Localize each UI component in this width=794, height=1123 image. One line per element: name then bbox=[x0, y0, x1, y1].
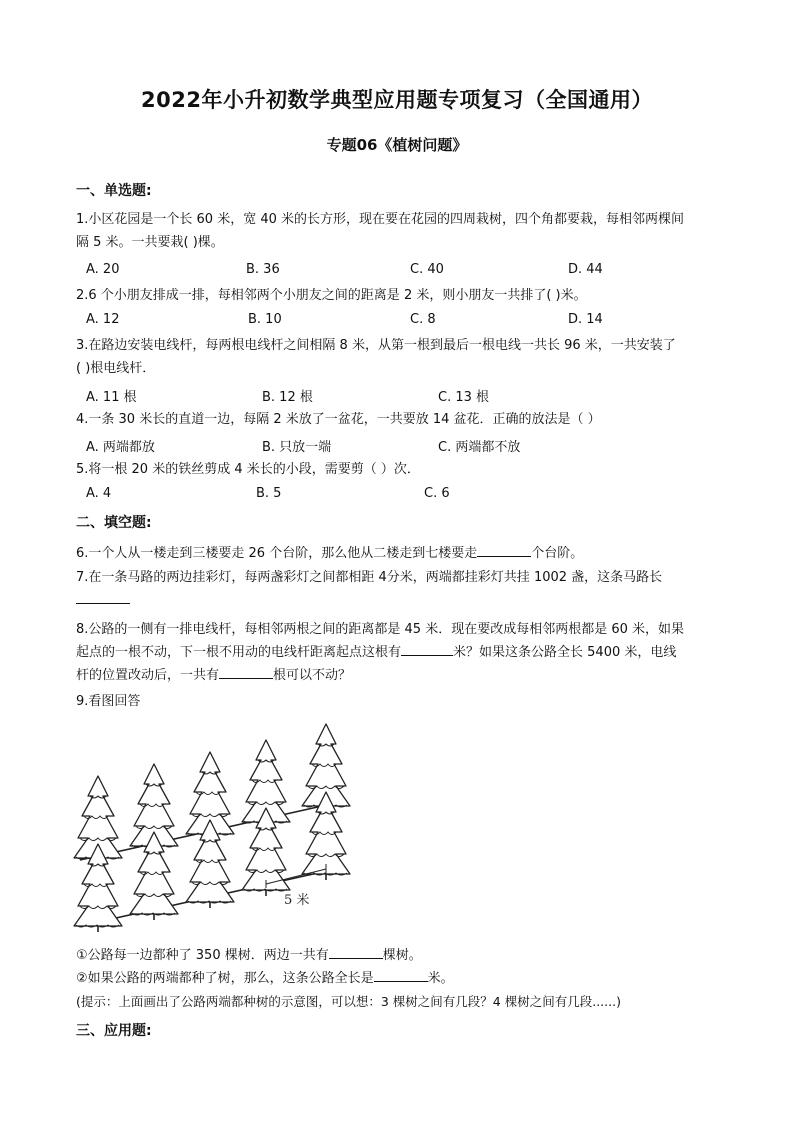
option-a[interactable]: A. 11 根 bbox=[86, 390, 137, 405]
option-b[interactable]: B. 36 bbox=[246, 262, 280, 277]
distance-label: 5 米 bbox=[284, 893, 310, 908]
answer-blank[interactable] bbox=[374, 967, 428, 982]
option-c[interactable]: C. 6 bbox=[424, 486, 450, 501]
question-4-line-1: 4.一条 30 米长的直道一边，每隔 2 米放了一盆花，一共要放 14 盆花．正确的放法是（ ） bbox=[76, 412, 601, 427]
question-9 bbox=[76, 690, 726, 713]
section-heading-application: 三、应用题: bbox=[76, 1023, 152, 1039]
question-1-options bbox=[86, 262, 726, 282]
answer-blank[interactable] bbox=[329, 944, 383, 959]
question-3-line-2: ( )根电线杆． bbox=[76, 361, 156, 376]
option-c[interactable]: C. 8 bbox=[410, 312, 436, 327]
option-b[interactable]: B. 12 根 bbox=[262, 390, 313, 405]
question-1-line-1: 1.小区花园是一个长 60 米，宽 40 米的长方形，现在要在花园的四周栽树，四个角都要栽，每相邻两棵间 bbox=[76, 212, 685, 227]
option-a[interactable]: A. 12 bbox=[86, 312, 120, 327]
question-3-options bbox=[86, 386, 726, 406]
option-d[interactable]: D. 44 bbox=[568, 262, 603, 277]
question-9-hint: (提示：上面画出了公路两端都种树的示意图，可以想：3 棵树之间有几段？4 棵树之间有几段......) bbox=[76, 994, 621, 1009]
question-1-line-2: 隔 5 米。一共要栽( )棵。 bbox=[76, 235, 224, 250]
question-4-options bbox=[86, 436, 726, 456]
question-5-options bbox=[86, 486, 726, 506]
question-8 bbox=[76, 618, 726, 687]
question-4 bbox=[76, 408, 726, 431]
question-2 bbox=[76, 284, 726, 307]
question-3-line-1: 3.在路边安装电线杆，每两根电线杆之间相隔 8 米，从第一根到最后一根电线一共长 96 米，一共安装了 bbox=[76, 338, 676, 353]
option-b[interactable]: B. 10 bbox=[248, 312, 282, 327]
question-5-line-1: 5.将一根 20 米的铁丝剪成 4 米长的小段，需要剪（ ）次． bbox=[76, 462, 420, 477]
question-9-sub-questions bbox=[76, 944, 726, 1013]
page-title: 2022年小升初数学典型应用题专项复习（全国通用） bbox=[141, 88, 653, 112]
option-a[interactable]: A. 20 bbox=[86, 262, 120, 277]
question-7 bbox=[76, 566, 726, 609]
answer-blank[interactable] bbox=[401, 641, 453, 656]
question-1 bbox=[76, 208, 726, 254]
answer-blank[interactable] bbox=[219, 664, 273, 679]
question-8-line-2-end: 米？如果这条公路全长 5400 米，电线 bbox=[453, 645, 677, 660]
question-7-text: 7.在一条马路的两边挂彩灯，每两盏彩灯之间都相距 4分米，两端都挂彩灯共挂 1002 盏，这条马路长 bbox=[76, 570, 663, 585]
question-9-prompt: 9.看图回答 bbox=[76, 694, 141, 709]
option-d[interactable]: D. 14 bbox=[568, 312, 603, 327]
question-2-line-1: 2.6 个小朋友排成一排，每相邻两个小朋友之间的距离是 2 米，则小朋友一共排了( )米。 bbox=[76, 288, 587, 303]
option-c[interactable]: C. 40 bbox=[410, 262, 444, 277]
question-6-text-end: 个台阶。 bbox=[531, 546, 584, 561]
question-9-sub-1: ①公路每一边都种了 350 棵树．两边一共有 bbox=[76, 948, 329, 963]
question-9-sub-2: ②如果公路的两端都种了树，那么，这条公路全长是 bbox=[76, 971, 374, 986]
question-2-options bbox=[86, 312, 726, 332]
question-8-line-3-start: 杆的位置改动后，一共有 bbox=[76, 668, 220, 683]
question-8-line-2-start: 起点的一根不动，下一根不用动的电线杆距离起点这根有 bbox=[76, 645, 402, 660]
question-6-text: 6.一个人从一楼走到三楼要走 26 个台阶，那么他从二楼走到七楼要走 bbox=[76, 546, 478, 561]
option-a[interactable]: A. 两端都放 bbox=[86, 440, 155, 455]
trees-along-road-figure bbox=[70, 718, 360, 938]
question-8-line-1: 8.公路的一侧有一排电线杆，每相邻两根之间的距离都是 45 米．现在要改成每相邻两根都是 60 米，如果 bbox=[76, 622, 685, 637]
question-9-sub-1-end: 棵树。 bbox=[382, 948, 422, 963]
question-5 bbox=[76, 458, 726, 481]
option-c[interactable]: C. 两端都不放 bbox=[438, 440, 521, 455]
question-9-sub-2-end: 米。 bbox=[427, 971, 454, 986]
question-6 bbox=[76, 542, 726, 565]
option-b[interactable]: B. 只放一端 bbox=[262, 440, 332, 455]
option-c[interactable]: C. 13 根 bbox=[438, 390, 490, 405]
option-b[interactable]: B. 5 bbox=[256, 486, 282, 501]
option-a[interactable]: A. 4 bbox=[86, 486, 112, 501]
section-heading-fill-blank: 二、填空题: bbox=[76, 515, 152, 531]
answer-blank[interactable] bbox=[76, 589, 130, 604]
section-heading-single-choice: 一、单选题: bbox=[76, 183, 152, 199]
page-subtitle: 专题06《植树问题》 bbox=[326, 136, 468, 154]
question-8-line-3-end: 根可以不动？ bbox=[273, 668, 352, 683]
question-3 bbox=[76, 334, 726, 380]
answer-blank[interactable] bbox=[477, 542, 531, 557]
